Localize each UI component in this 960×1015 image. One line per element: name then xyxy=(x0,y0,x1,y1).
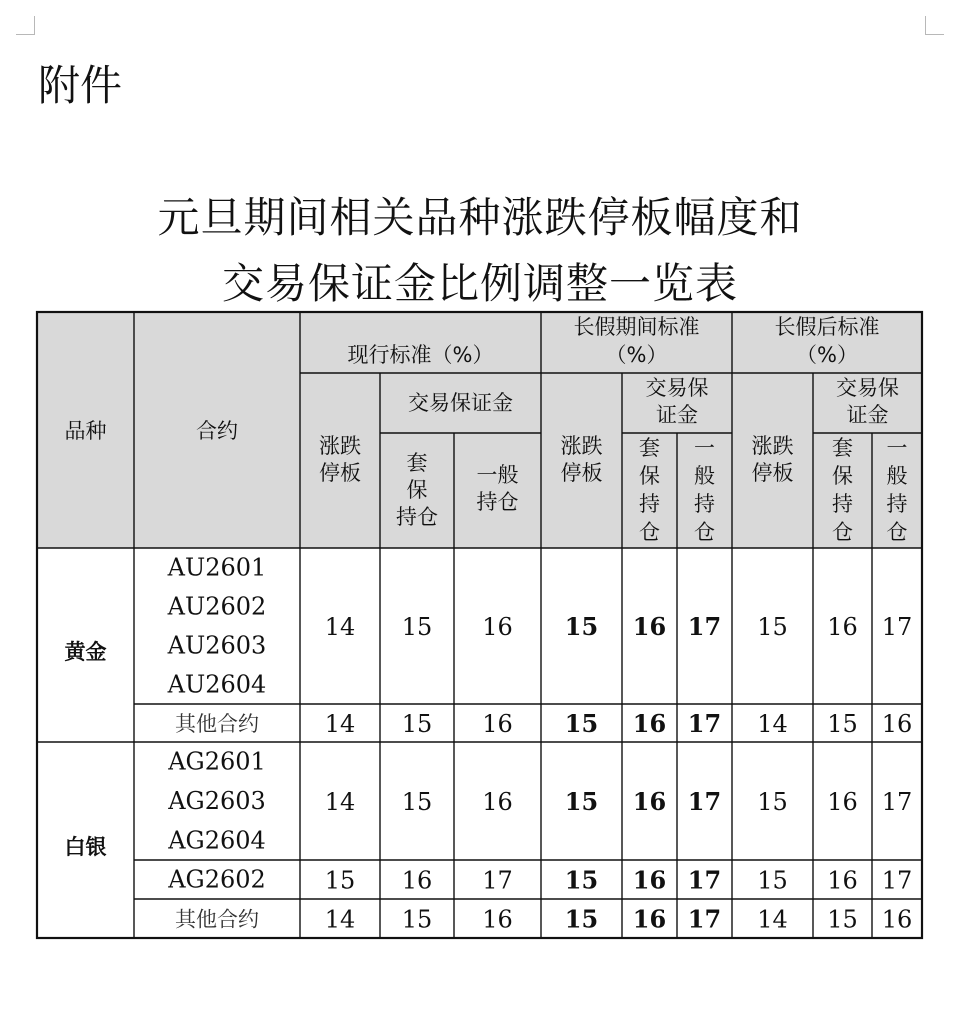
header-price-limit: 涨跌 xyxy=(319,434,361,458)
value-cell: 16 xyxy=(482,788,513,816)
value-cell: 16 xyxy=(827,788,858,816)
header-trading-margin: 证金 xyxy=(846,403,889,427)
document-title-line-2: 交易保证金比例调整一览表 xyxy=(221,259,738,308)
value-cell: 14 xyxy=(324,613,356,641)
header-trading-margin: 交易保证金 xyxy=(408,391,513,415)
value-cell: 16 xyxy=(632,787,667,816)
value-cell: 17 xyxy=(687,612,722,641)
header-hedge-position: 保 xyxy=(639,464,660,488)
value-cell: 16 xyxy=(632,904,667,934)
value-cell: 17 xyxy=(687,865,722,895)
header-holiday-standard-unit: （%） xyxy=(605,343,668,367)
value-cell: 17 xyxy=(687,787,722,816)
contract-code: AU2604 xyxy=(167,670,267,699)
header-trading-margin: 交易保 xyxy=(645,376,709,400)
value-cell: 17 xyxy=(687,709,722,738)
header-hedge-position: 仓 xyxy=(639,520,660,544)
value-cell: 16 xyxy=(482,905,513,934)
value-cell: 15 xyxy=(564,709,599,738)
header-after-holiday-standard: 长假后标准 xyxy=(774,315,880,339)
value-cell: 15 xyxy=(401,905,433,934)
header-general-position: 仓 xyxy=(694,520,715,544)
header-price-limit: 停板 xyxy=(319,461,361,485)
header-after-holiday-standard-unit: （%） xyxy=(796,343,858,367)
value-cell: 17 xyxy=(881,788,913,816)
header-hedge-position: 套 xyxy=(639,436,660,460)
header-price-limit: 涨跌 xyxy=(560,434,603,458)
header-hedge-position: 套 xyxy=(832,436,853,460)
value-cell: 16 xyxy=(632,709,667,738)
header-general-position: 一 xyxy=(694,436,715,460)
contract-code: AU2602 xyxy=(167,592,267,621)
header-price-limit: 停板 xyxy=(560,461,603,485)
value-cell: 15 xyxy=(401,613,433,641)
contract-code: AG2604 xyxy=(168,826,266,855)
contract-code: AU2601 xyxy=(167,553,267,582)
value-cell: 14 xyxy=(757,710,788,738)
value-cell: 16 xyxy=(881,710,913,738)
header-hedge-position: 持 xyxy=(832,492,853,516)
header-variety: 品种 xyxy=(64,419,107,443)
value-cell: 15 xyxy=(757,613,788,641)
value-cell: 15 xyxy=(401,710,433,738)
header-hedge-position: 保 xyxy=(406,478,428,502)
value-cell: 16 xyxy=(827,613,858,641)
header-trading-margin: 交易保 xyxy=(836,376,899,400)
value-cell: 16 xyxy=(827,866,858,895)
header-general-position: 般 xyxy=(886,464,908,488)
value-cell: 15 xyxy=(324,866,356,895)
value-cell: 14 xyxy=(324,788,356,816)
value-cell: 15 xyxy=(564,612,599,641)
value-cell: 17 xyxy=(687,904,722,934)
value-cell: 17 xyxy=(881,866,913,895)
value-cell: 16 xyxy=(482,710,513,738)
value-cell: 15 xyxy=(757,788,788,816)
value-cell: 16 xyxy=(632,865,667,895)
value-cell: 16 xyxy=(881,905,913,934)
header-hedge-position: 持 xyxy=(639,492,660,516)
header-trading-margin: 证金 xyxy=(656,403,698,427)
value-cell: 14 xyxy=(757,905,788,934)
document-title-line-1: 元旦期间相关品种涨跌停板幅度和 xyxy=(157,193,803,242)
value-cell: 17 xyxy=(482,866,513,895)
header-price-limit: 停板 xyxy=(751,461,794,485)
header-general-position: 一 xyxy=(886,436,908,460)
attachment-label: 附件 xyxy=(38,61,123,110)
value-cell: 15 xyxy=(401,788,433,816)
header-contract: 合约 xyxy=(196,419,238,443)
value-cell: 14 xyxy=(324,905,356,934)
value-cell: 15 xyxy=(564,865,599,895)
variety-0: 黄金 xyxy=(64,640,107,664)
value-cell: 17 xyxy=(881,613,913,641)
value-cell: 15 xyxy=(564,904,599,934)
value-cell: 16 xyxy=(482,613,513,641)
contract-code: AG2603 xyxy=(168,787,266,815)
header-holiday-standard: 长假期间标准 xyxy=(573,315,700,339)
header-current-standard: 现行标准（%） xyxy=(347,343,494,367)
contract-code: 其他合约 xyxy=(175,907,259,932)
contract-code: 其他合约 xyxy=(175,712,259,736)
header-hedge-position: 保 xyxy=(832,464,853,488)
header-price-limit: 涨跌 xyxy=(751,434,794,458)
header-hedge-position: 套 xyxy=(406,451,428,475)
header-general-position: 持 xyxy=(886,492,908,516)
value-cell: 15 xyxy=(564,787,599,816)
header-general-position: 一般 xyxy=(476,463,519,487)
contract-code: AU2603 xyxy=(167,631,267,660)
header-general-position: 持仓 xyxy=(476,490,519,514)
value-cell: 16 xyxy=(401,866,433,895)
value-cell: 14 xyxy=(324,710,356,738)
contract-code: AG2602 xyxy=(168,865,266,894)
header-general-position: 仓 xyxy=(886,520,908,544)
value-cell: 15 xyxy=(827,710,858,738)
contract-code: AG2601 xyxy=(168,747,266,776)
value-cell: 16 xyxy=(632,612,667,641)
header-general-position: 般 xyxy=(694,464,715,488)
header-general-position: 持 xyxy=(694,492,715,516)
header-hedge-position: 仓 xyxy=(832,520,853,544)
value-cell: 15 xyxy=(827,905,858,934)
variety-1: 白银 xyxy=(64,835,107,859)
value-cell: 15 xyxy=(757,866,788,895)
header-hedge-position: 持仓 xyxy=(396,505,438,529)
